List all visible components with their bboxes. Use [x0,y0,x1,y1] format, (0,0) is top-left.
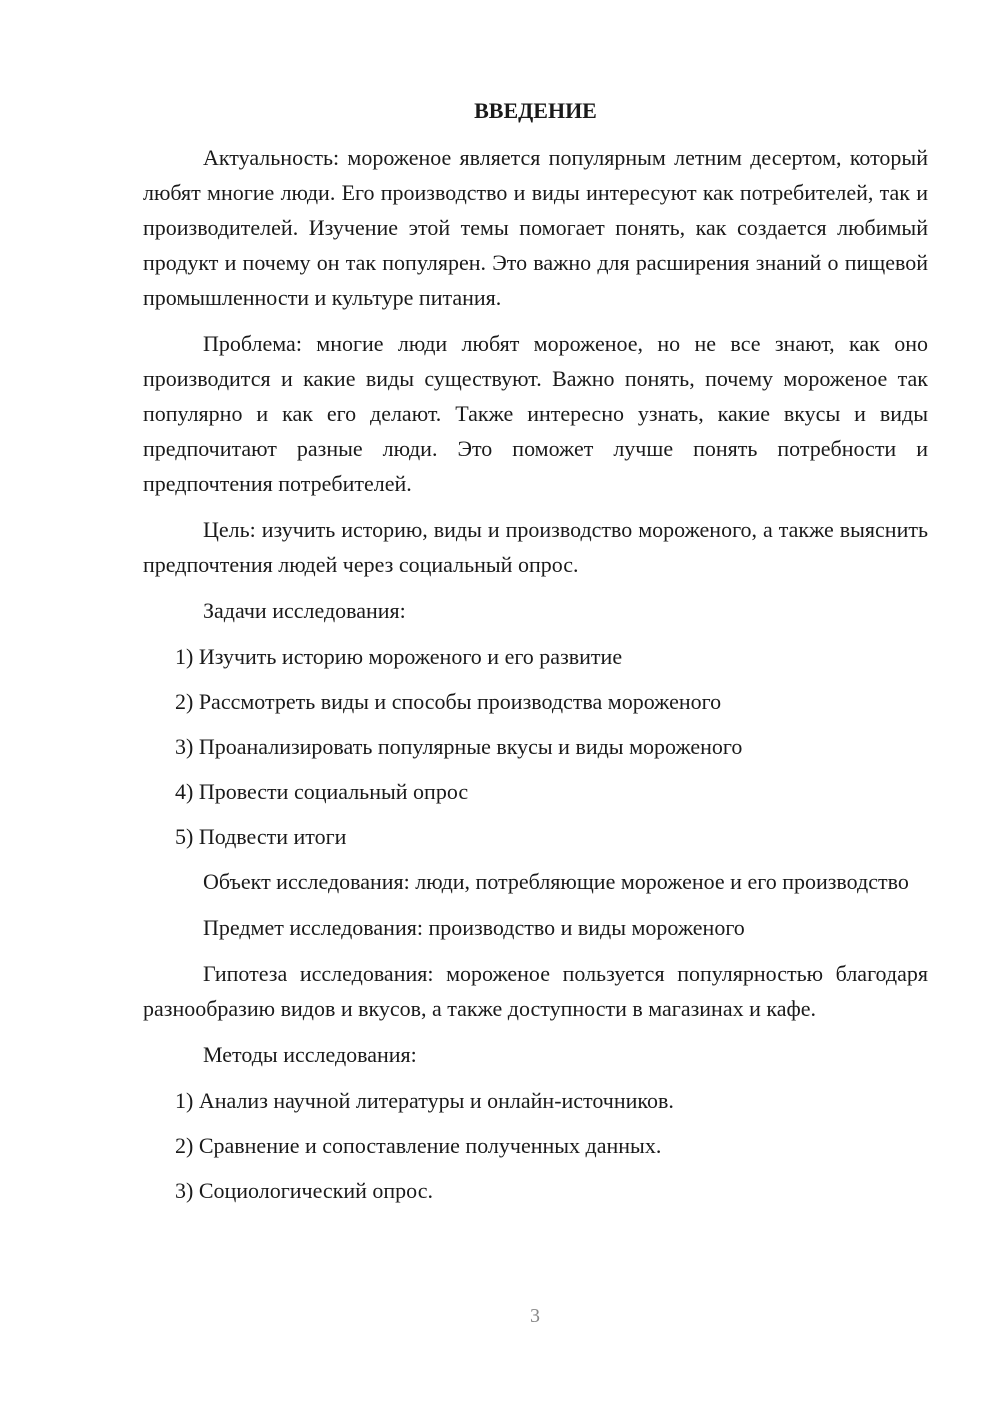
relevance-paragraph: Актуальность: мороженое является популярным летним десертом, который любят многие люди. Его производство и виды интересуют как потребителей, так и производителей. Изучение этой темы помогает понять, как создается любимый продукт и почему он так популярен. Это важно для расширения знаний о пищевой промышленности и культуре питания. [143,145,928,310]
method-item: 3) Социологический опрос. [175,1178,433,1203]
task-item: 5) Подвести итоги [175,824,347,849]
goal-paragraph: Цель: изучить историю, виды и производство мороженого, а также выяснить предпочтения людей через социальный опрос. [143,517,928,577]
task-item: 3) Проанализировать популярные вкусы и виды мороженого [175,734,743,759]
task-item: 1) Изучить историю мороженого и его развитие [175,644,623,669]
page-title: ВВЕДЕНИЕ [474,98,597,123]
page-number: 3 [530,1305,540,1327]
task-item: 4) Провести социальный опрос [175,779,469,804]
object-paragraph: Объект исследования: люди, потребляющие мороженое и его производство [203,869,909,894]
hypothesis-paragraph: Гипотеза исследования: мороженое пользуется популярностью благодаря разнообразию видов и вкусов, а также доступности в магазинах и кафе. [143,961,928,1021]
subject-paragraph: Предмет исследования: производство и виды мороженого [203,915,745,940]
task-item: 2) Рассмотреть виды и способы производства мороженого [175,689,722,714]
method-item: 1) Анализ научной литературы и онлайн-источников. [175,1088,674,1113]
methods-heading: Методы исследования: [203,1042,417,1067]
problem-paragraph: Проблема: многие люди любят мороженое, но не все знают, как оно производится и какие виды существуют. Важно понять, почему мороженое так популярно и как его делают. Также интересно узнать, какие вкусы и виды предпочитают разные люди. Это поможет лучше понять потребности и предпочтения потребителей. [143,331,928,496]
tasks-heading: Задачи исследования: [203,598,406,623]
document-page [143,93,928,1218]
method-item: 2) Сравнение и сопоставление полученных данных. [175,1133,662,1158]
